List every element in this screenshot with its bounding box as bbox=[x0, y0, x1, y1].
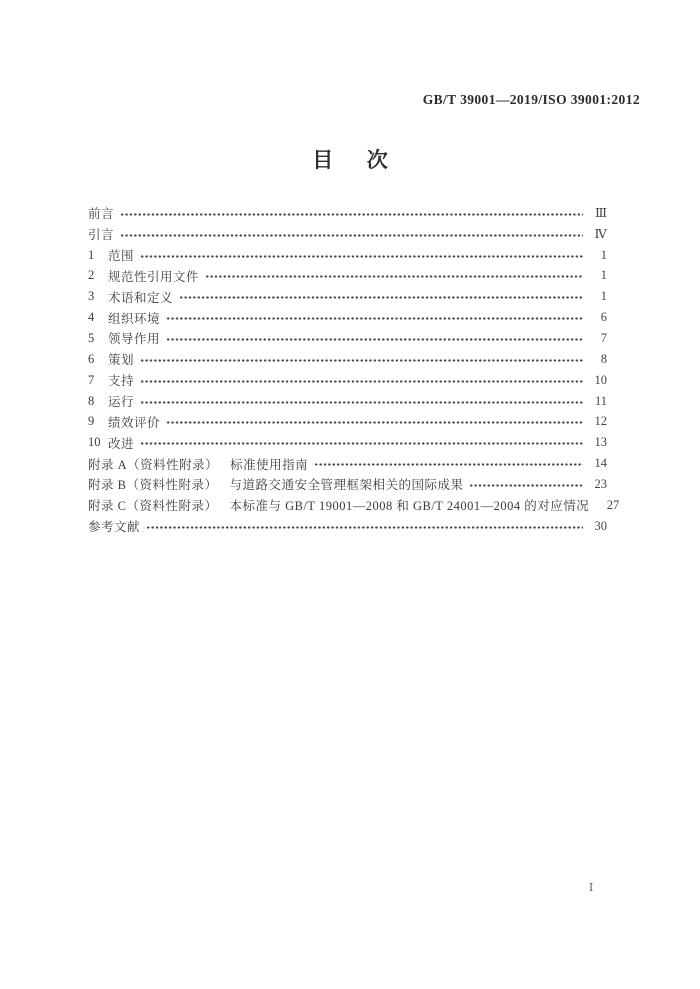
toc-entry bbox=[88, 432, 607, 453]
toc-entry-page: 1 bbox=[600, 289, 607, 304]
toc-entry-number: 6 bbox=[88, 351, 95, 366]
toc-entry-label: 附录 A（资料性附录） bbox=[88, 457, 219, 472]
toc-entry bbox=[88, 286, 607, 307]
toc-entry-page: Ⅲ bbox=[594, 206, 607, 221]
table-of-contents bbox=[88, 203, 620, 537]
toc-entry-label: 附录 C（资料性附录） bbox=[88, 499, 218, 514]
toc-entry bbox=[88, 349, 607, 370]
toc-entry-label: 引言 bbox=[88, 228, 115, 243]
toc-entry-page: 12 bbox=[594, 414, 607, 429]
dotted-leader bbox=[469, 482, 583, 489]
toc-entry-label: 运行 bbox=[108, 395, 135, 410]
toc-entry-label: 范围 bbox=[108, 249, 135, 264]
toc-entry bbox=[88, 495, 620, 516]
dotted-leader bbox=[166, 315, 583, 322]
dotted-leader bbox=[120, 211, 583, 218]
toc-entry-page: 23 bbox=[594, 476, 607, 491]
toc-entry-label: 改进 bbox=[108, 436, 135, 451]
toc-entry-label: 参考文献 bbox=[88, 520, 141, 535]
dotted-leader bbox=[140, 253, 583, 260]
toc-entry-page: 6 bbox=[600, 310, 607, 325]
toc-entry-subtitle: 与道路交通安全管理框架相关的国际成果 bbox=[229, 478, 464, 493]
toc-entry-page: 10 bbox=[594, 372, 607, 387]
toc-entry bbox=[88, 516, 607, 537]
toc-entry-label: 附录 B（资料性附录） bbox=[88, 478, 218, 493]
toc-entry-number: 1 bbox=[88, 247, 95, 262]
dotted-leader bbox=[140, 399, 583, 406]
dotted-leader bbox=[166, 419, 583, 426]
toc-entry-subtitle: 标准使用指南 bbox=[230, 457, 309, 472]
toc-entry-number: 10 bbox=[88, 435, 101, 450]
toc-entry bbox=[88, 453, 607, 474]
toc-entry-label: 规范性引用文件 bbox=[108, 269, 200, 284]
dotted-leader bbox=[179, 294, 583, 301]
toc-entry bbox=[88, 307, 607, 328]
dotted-leader bbox=[140, 357, 583, 364]
toc-entry-number: 9 bbox=[88, 414, 95, 429]
toc-entry-number: 8 bbox=[88, 393, 95, 408]
dotted-leader bbox=[140, 440, 583, 447]
toc-entry-number: 5 bbox=[88, 330, 95, 345]
toc-entry-label: 策划 bbox=[108, 353, 135, 368]
dotted-leader bbox=[166, 336, 583, 343]
toc-entry-label: 支持 bbox=[108, 374, 135, 389]
toc-entry bbox=[88, 266, 607, 287]
toc-entry bbox=[88, 328, 607, 349]
toc-entry-label: 绩效评价 bbox=[108, 415, 161, 430]
toc-entry-number: 4 bbox=[88, 310, 95, 325]
dotted-leader bbox=[146, 524, 583, 531]
dotted-leader bbox=[205, 273, 583, 280]
toc-entry-label: 术语和定义 bbox=[108, 290, 174, 305]
toc-entry-page: 1 bbox=[600, 247, 607, 262]
toc-entry bbox=[88, 245, 607, 266]
toc-entry bbox=[88, 224, 607, 245]
toc-entry-number: 2 bbox=[88, 268, 95, 283]
toc-entry-number: 7 bbox=[88, 372, 95, 387]
toc-entry bbox=[88, 370, 607, 391]
dotted-leader bbox=[120, 232, 583, 239]
toc-entry bbox=[88, 391, 607, 412]
toc-entry bbox=[88, 474, 607, 495]
toc-entry-page: Ⅳ bbox=[594, 227, 607, 242]
toc-entry-subtitle: 本标准与 GB/T 19001—2008 和 GB/T 24001—2004 的对应情况 bbox=[229, 499, 590, 514]
toc-entry-label: 领导作用 bbox=[108, 332, 161, 347]
toc-entry-label: 组织环境 bbox=[108, 311, 161, 326]
toc-entry-label: 前言 bbox=[88, 207, 115, 222]
standard-code: GB/T 39001—2019/ISO 39001:2012 bbox=[422, 92, 640, 107]
toc-entry-page: 7 bbox=[600, 330, 607, 345]
toc-entry bbox=[88, 411, 607, 432]
toc-entry-page: 30 bbox=[594, 518, 607, 533]
toc-entry-page: 14 bbox=[594, 456, 607, 471]
toc-entry bbox=[88, 203, 607, 224]
page-title: 目 次 bbox=[312, 148, 395, 172]
dotted-leader bbox=[140, 378, 583, 385]
toc-entry-page: 8 bbox=[600, 351, 607, 366]
dotted-leader bbox=[314, 461, 583, 468]
toc-entry-page: 11 bbox=[594, 393, 607, 408]
toc-entry-page: 1 bbox=[600, 268, 607, 283]
toc-entry-number: 3 bbox=[88, 289, 95, 304]
toc-entry-page: 13 bbox=[594, 435, 607, 450]
page-number: Ⅰ bbox=[588, 882, 594, 894]
toc-entry-page: 27 bbox=[606, 497, 620, 512]
